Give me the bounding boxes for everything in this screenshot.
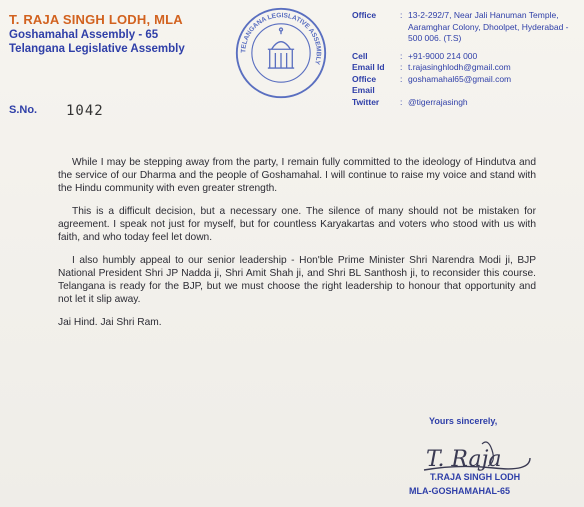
contact-label: Cell: [352, 50, 368, 61]
paragraph: This is a difficult decision, but a necessary one. The silence of many should not be mistaken for agreement. I speak not just for myself, but for countless Karyakartas and voters who stood with us with faith, and who today feel let down.: [58, 206, 536, 243]
letterhead-contacts: [352, 10, 578, 108]
contact-row-email: Email Id : t.rajasinghlodh@gmail.com: [352, 62, 578, 74]
serial-label: S.No.: [9, 104, 38, 116]
yours-sincerely: Yours sincerely,: [429, 416, 498, 426]
contact-label: Email Id: [352, 62, 385, 72]
contact-value: 13-2-292/7, Near Jali Hanuman Temple, Aaramghar Colony, Dhoolpet, Hyderabad - 500 006. (T.S): [408, 10, 569, 43]
contact-value: @tigerrajasingh: [408, 96, 468, 107]
assembly-seal-icon: [234, 6, 328, 100]
contact-label: Twitter: [352, 96, 380, 107]
handwritten-signature: [418, 436, 538, 476]
closing-line: Jai Hind. Jai Shri Ram.: [58, 317, 162, 328]
contact-row-office: Office : 13-2-292/7, Near Jali Hanuman Temple, Aaramghar Colony, Dhoolpet, Hyderabad - 500 006. (T.S): [352, 10, 578, 45]
assembly-name: Telangana Legislative Assembly: [9, 43, 185, 55]
signatory-name: T.RAJA SINGH LODH: [430, 472, 521, 482]
seal-text: TELANGANA LEGISLATIVE ASSEMBLY: [240, 12, 322, 66]
contact-row-twitter: Twitter : @tigerrajasingh: [352, 97, 578, 109]
contact-value: t.rajasinghlodh@gmail.com: [408, 62, 511, 72]
mla-name: T. RAJA SINGH LODH, MLA: [9, 12, 183, 27]
serial-number: 1042: [66, 103, 104, 119]
contact-label: Office Email: [352, 73, 377, 95]
contact-row-office-email: Office Email : goshamahal65@gmail.com: [352, 74, 578, 97]
letterhead-left: [9, 12, 185, 55]
paragraph: I also humbly appeal to our senior leadership - Hon'ble Prime Minister Shri Narendra Modi ji, BJP National President Shri JP Nadda ji, Shri Amit Shah ji, and Shri BL Santhosh ji, to reconsider this course. Telangana is ready for the BJP, but we must choose the right leadership to honour that opportunity and not let it slip away.: [58, 255, 536, 305]
contact-value: +91-9000 214 000: [408, 50, 478, 61]
contact-value: goshamahal65@gmail.com: [408, 73, 512, 84]
svg-text:T. Raja: T. Raja: [426, 447, 502, 472]
letter-body: [58, 156, 536, 339]
contact-label: Office: [352, 10, 377, 20]
constituency: Goshamahal Assembly - 65: [9, 29, 159, 41]
paragraph: While I may be stepping away from the party, I remain fully committed to the ideology of Hindutva and the service of our Dharma and the people of Goshamahal. I will continue to raise my voice and stand with the Hindu community with even greater strength.: [58, 157, 536, 194]
contact-row-cell: Cell : +91-9000 214 000: [352, 51, 578, 63]
signatory-title: MLA-GOSHAMAHAL-65: [409, 486, 510, 496]
